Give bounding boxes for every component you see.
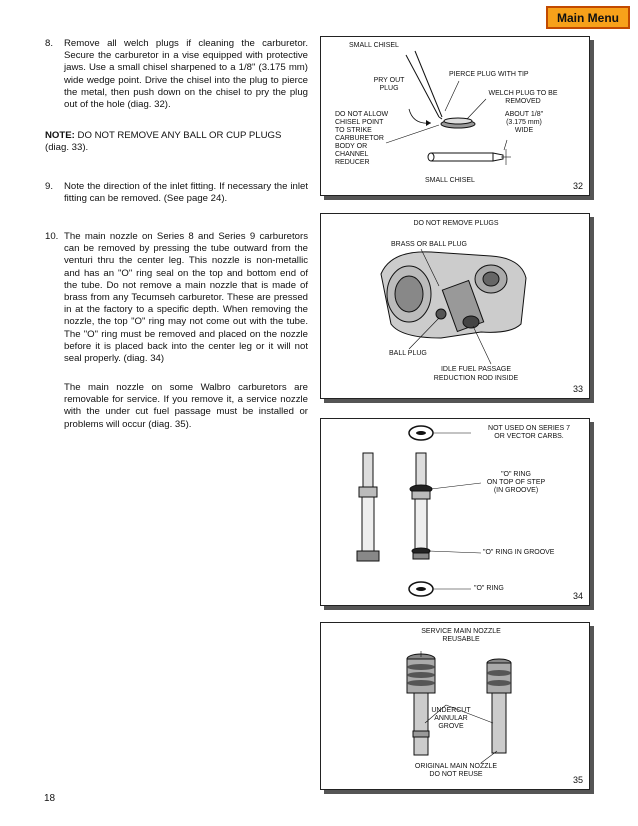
label-welch-2: REMOVED (505, 98, 541, 105)
nozzle-oring-diagram (321, 419, 591, 607)
label-dna-6: CHANNEL (335, 151, 369, 158)
label-about-1: ABOUT 1/8" (504, 111, 544, 118)
label-oring-top-2: ON TOP OF STEP (486, 479, 546, 486)
label-dna-5: BODY OR (335, 143, 368, 150)
label-oring-groove: "O" RING IN GROOVE (483, 549, 555, 556)
label-dna-3: TO STRIKE (335, 127, 372, 134)
step-10: 10. The main nozzle on Series 8 and Series 9 carburetors can be removed by pressing the tube outward from the venturi thru the center leg. This nozzle is non-metallic and has an "O" ring seal on the top and bottom end of the tube. Do not remove a main nozzle that is made of brass from any Tecumseh carburetor. These are pressed in at the factory to a specific depth. When removing the nozzle, the top "O" ring may not come out with the tube. The "O" ring must be removed and placed on the nozzle before it is placed back into the center leg or it will not seal properly. (diag. 34) (45, 231, 308, 365)
figure-35 (320, 622, 590, 790)
label-oring: "O" RING (474, 585, 504, 592)
label-plug: PLUG (379, 85, 399, 92)
label-service-2: REUSABLE (442, 636, 480, 643)
label-original-2: DO NOT REUSE (429, 771, 483, 778)
label-about-3: WIDE (514, 127, 534, 134)
label-brass-ball: BRASS OR BALL PLUG (391, 241, 467, 248)
label-small-chisel-top: SMALL CHISEL (349, 42, 399, 49)
walbro-note: The main nozzle on some Walbro carburetors are removable for service. If you remove it, a service nozzle with the under cut fuel passage must be installed or problems will occur (diag. 35). (64, 382, 308, 430)
label-oring-top-1: "O" RING (501, 471, 531, 478)
label-idle-2: REDUCTION ROD INSIDE (433, 375, 519, 382)
main-menu-button[interactable]: Main Menu (546, 6, 630, 29)
label-original-1: ORIGINAL MAIN NOZZLE (414, 763, 498, 770)
label-pierce: PIERCE PLUG WITH TIP (449, 71, 529, 78)
label-undercut-3: GROVE (438, 723, 464, 730)
step-9: 9. Note the direction of the inlet fitting. If necessary the inlet fitting can be removed. (See page 24). (45, 181, 308, 205)
label-idle-1: IDLE FUEL PASSAGE (440, 366, 512, 373)
figure-33 (320, 213, 590, 399)
step-8: 8. Remove all welch plugs if cleaning the carburetor. Secure the carburetor in a vise equipped with protective jaws. Use a small chisel sharpened to a 1/8" (3.175 mm) wide wedge point. Drive the chisel into the plug to pierce the metal, then push down on the chisel to pry the plug out of the hole (diag. 32). (45, 38, 308, 111)
label-not-used-1: NOT USED ON SERIES 7 (488, 425, 570, 432)
figure-34 (320, 418, 590, 606)
label-dna-7: REDUCER (335, 159, 370, 166)
label-welch-1: WELCH PLUG TO BE (488, 90, 558, 97)
figure-number-34: 34 (572, 591, 583, 601)
label-about-2: (3.175 mm) (506, 119, 542, 126)
label-ball-plug: BALL PLUG (389, 350, 427, 357)
page-number: 18 (44, 793, 56, 804)
label-oring-top-3: (IN GROOVE) (493, 487, 539, 494)
label-not-used-2: OR VECTOR CARBS. (494, 433, 564, 440)
figure-number-33: 33 (572, 384, 583, 394)
figure-32 (320, 36, 590, 196)
label-small-chisel-bottom: SMALL CHISEL (425, 177, 475, 184)
figure-number-35: 35 (572, 775, 583, 785)
label-service-1: SERVICE MAIN NOZZLE (421, 628, 501, 635)
note-plugs: NOTE: DO NOT REMOVE ANY BALL OR CUP PLUGS (diag. 33). (45, 130, 282, 154)
label-do-not-remove: DO NOT REMOVE PLUGS (413, 220, 499, 227)
label-undercut-1: UNDERCUT (431, 707, 471, 714)
label-dna-1: DO NOT ALLOW (335, 111, 389, 118)
label-dna-2: CHISEL POINT (335, 119, 384, 126)
label-pry-out: PRY OUT (373, 77, 405, 84)
figure-number-32: 32 (572, 181, 583, 191)
label-dna-4: CARBURETOR (335, 135, 384, 142)
label-undercut-2: ANNULAR (434, 715, 468, 722)
